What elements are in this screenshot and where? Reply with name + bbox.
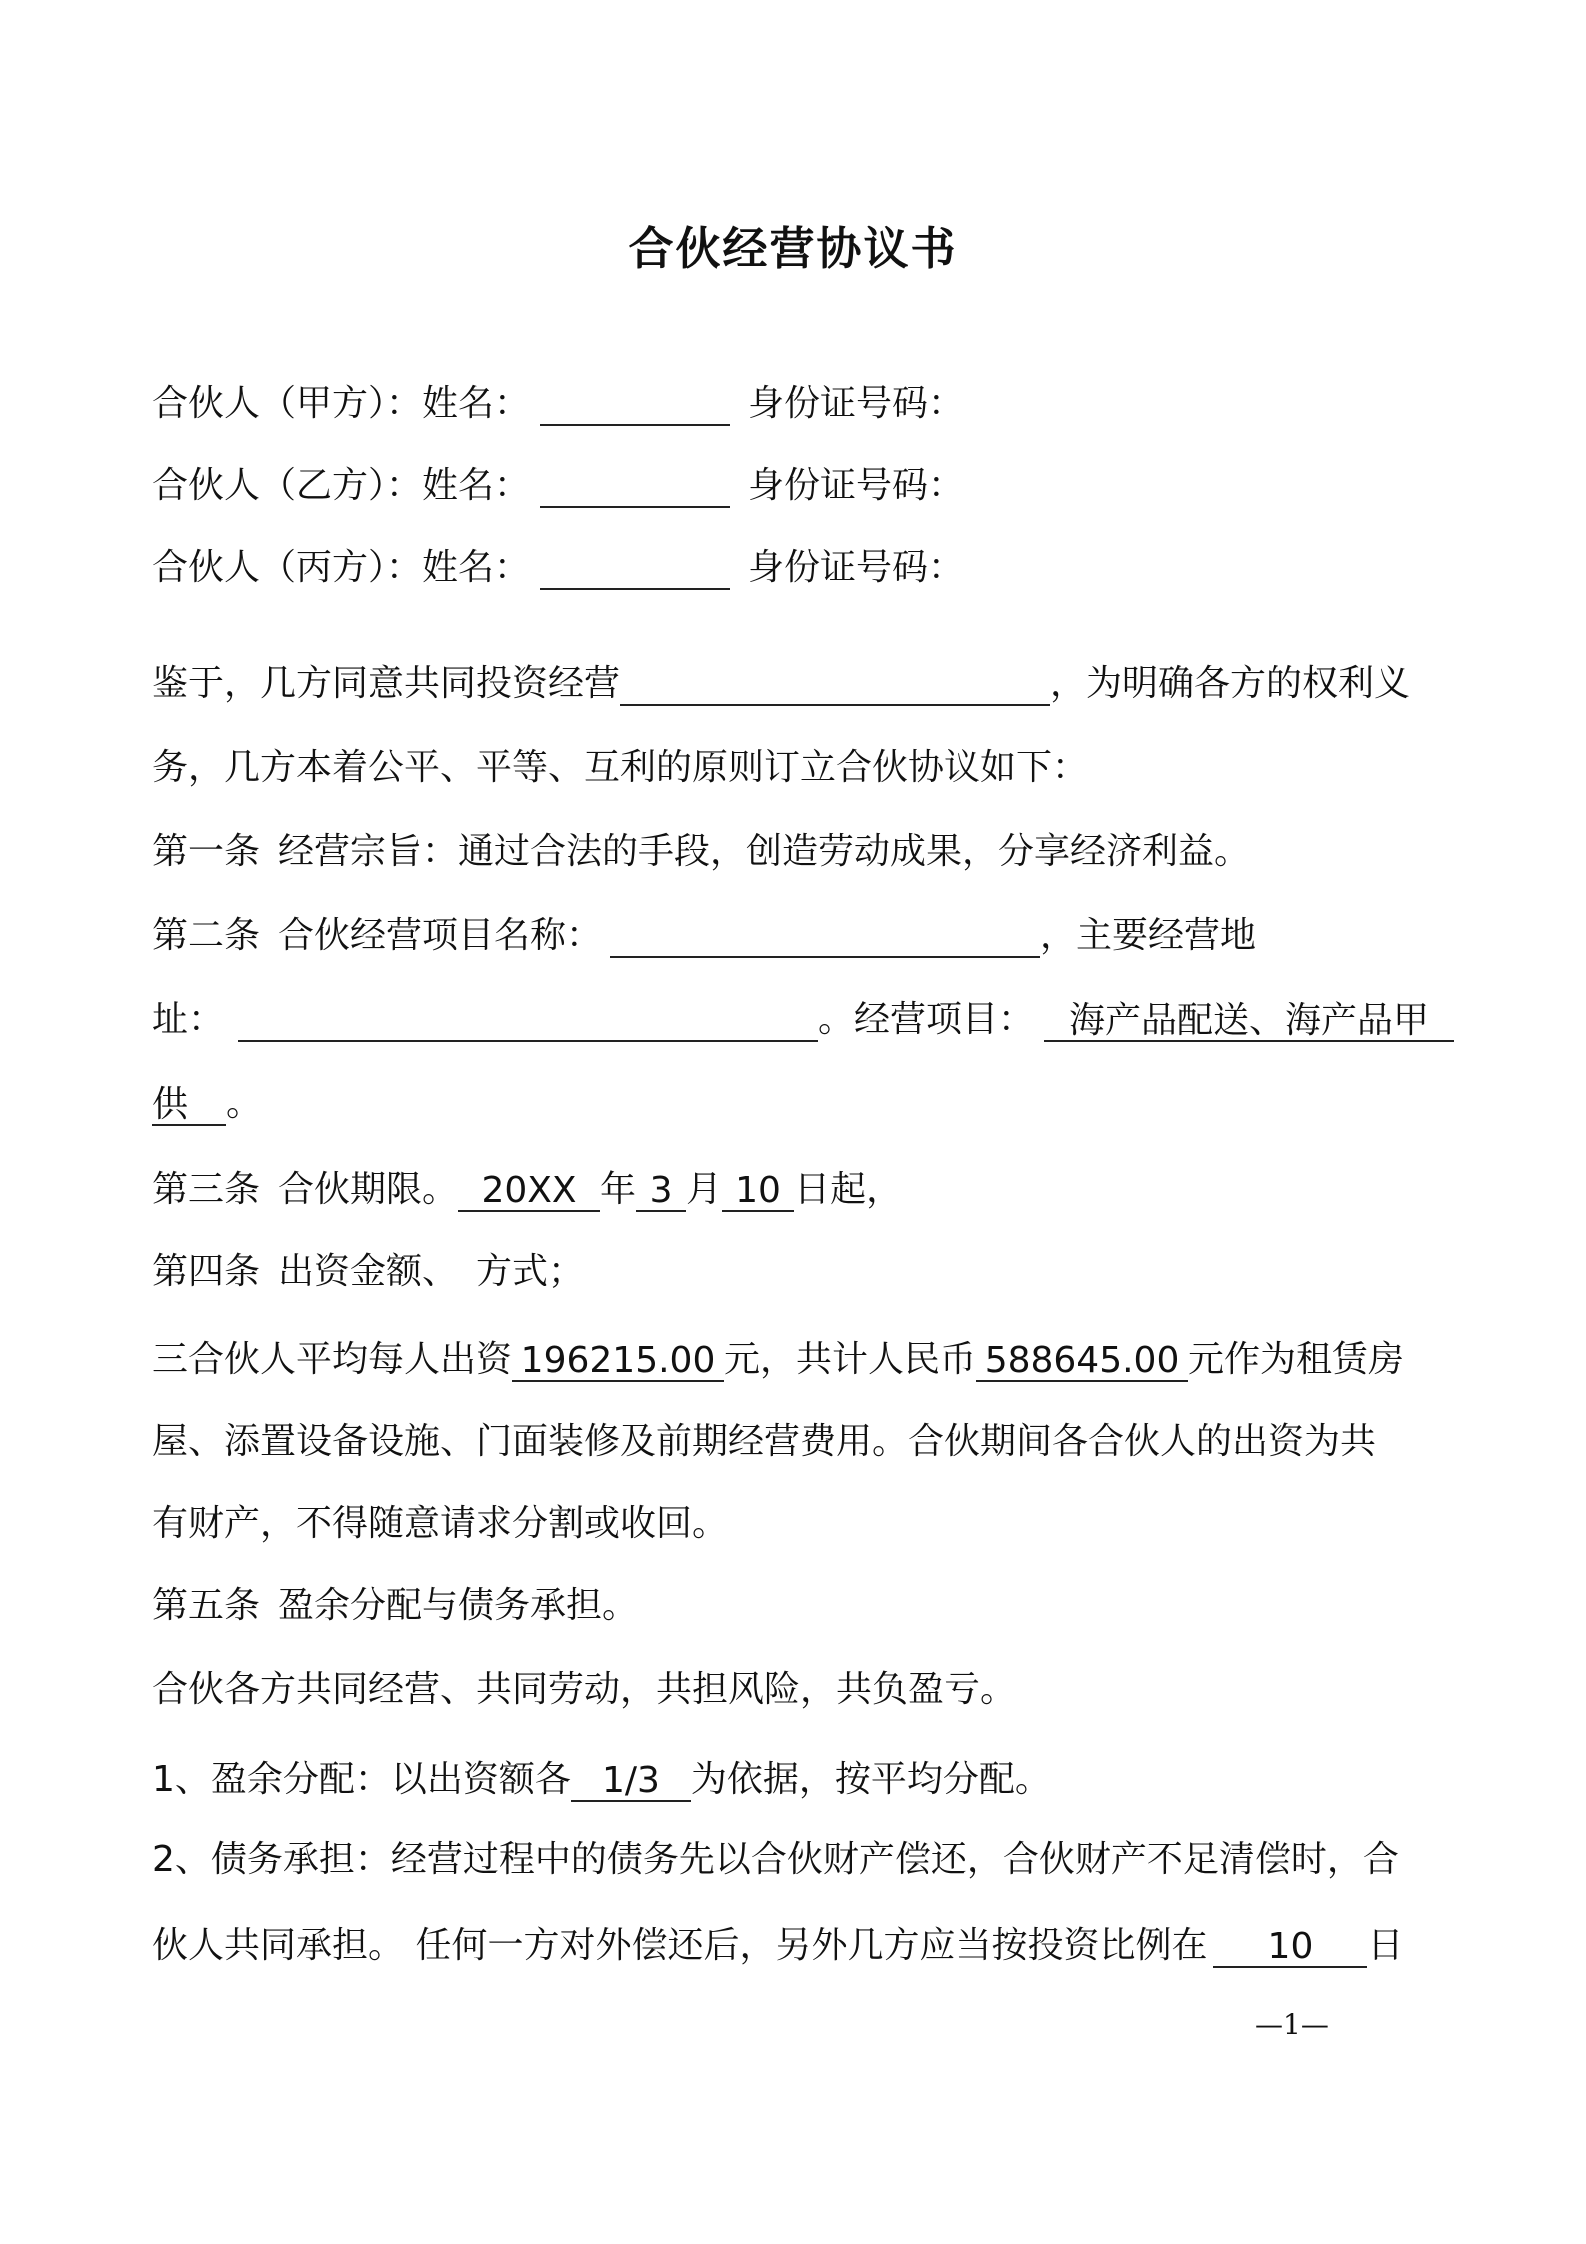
- preamble-line-2: 务，几方本着公平、平等、互利的原则订立合伙协议如下：: [152, 747, 1089, 788]
- party-a-name-blank[interactable]: [540, 384, 730, 426]
- article-5-heading: 第五条: [152, 1585, 261, 1626]
- article-2-line-1: [152, 914, 1256, 958]
- debt-text-a: 伙人共同承担。 任何一方对外偿还后，另外几方应当按投资比例在: [152, 1925, 1208, 1966]
- party-a-line: [152, 382, 964, 426]
- address-blank[interactable]: [238, 1000, 818, 1042]
- preamble-text-1: 鉴于，几方同意共同投资经营: [152, 663, 621, 704]
- repay-days-field[interactable]: 10: [1213, 1926, 1367, 1968]
- article-5-item-1: [152, 1758, 1051, 1802]
- contribution-text-a: 三合伙人平均每人出资: [152, 1339, 513, 1380]
- party-c-id-label: 身份证号码：: [748, 547, 965, 588]
- article-1-text: 经营宗旨：通过合法的手段，创造劳动成果，分享经济利益。: [278, 831, 1251, 872]
- preamble-line-1: [152, 662, 1410, 706]
- article-4-para-line-1: [152, 1338, 1404, 1382]
- party-b-line: [152, 464, 964, 508]
- party-c-label: 合伙人（丙方）：姓名：: [152, 547, 531, 588]
- article-5-text: 盈余分配与债务承担。: [278, 1585, 639, 1626]
- surplus-text-a: 1、盈余分配：以出资额各: [152, 1759, 571, 1800]
- article-2-line-3: [152, 1082, 262, 1126]
- article-1-heading: 第一条: [152, 831, 261, 872]
- article-4: [152, 1250, 584, 1294]
- start-day-field[interactable]: 10: [722, 1170, 794, 1212]
- year-unit: 年: [600, 1169, 637, 1210]
- article-2-text-4: 。经营项目：: [818, 999, 1035, 1040]
- article-2-line-2: [152, 998, 1454, 1042]
- party-b-name-blank[interactable]: [540, 466, 730, 508]
- party-b-id-label: 身份证号码：: [748, 465, 965, 506]
- project-scope-blank[interactable]: 海产品配送、海产品甲: [1044, 1000, 1454, 1042]
- article-2-heading: 第二条: [152, 915, 261, 956]
- contribution-each-field[interactable]: 196215.00: [512, 1340, 724, 1382]
- article-3-text: 合伙期限。: [278, 1169, 459, 1210]
- document-title: 合伙经营协议书: [628, 222, 958, 275]
- article-4-text-2: 方式；: [476, 1251, 585, 1292]
- article-2-text-3: 址：: [152, 999, 225, 1040]
- day-unit: 日起，: [794, 1169, 903, 1210]
- page-number: —1—: [1255, 2008, 1329, 2041]
- article-5-para-1: 合伙各方共同经营、共同劳动，共担风险，共负盈亏。: [152, 1669, 1017, 1710]
- party-b-label: 合伙人（乙方）：姓名：: [152, 465, 531, 506]
- party-c-name-blank[interactable]: [540, 548, 730, 590]
- article-1: [152, 830, 1250, 874]
- article-3-heading: 第三条: [152, 1169, 261, 1210]
- article-4-heading: 第四条: [152, 1251, 261, 1292]
- party-c-line: [152, 546, 964, 590]
- article-2-text-2: ，主要经营地: [1040, 915, 1257, 956]
- article-2-text-1: 合伙经营项目名称：: [278, 915, 603, 956]
- surplus-text-b: 为依据，按平均分配。: [690, 1759, 1051, 1800]
- article-5: [152, 1584, 638, 1628]
- contribution-text-c: 元作为租赁房: [1188, 1339, 1405, 1380]
- preamble-text-2: ，为明确各方的权利义: [1050, 663, 1411, 704]
- month-unit: 月: [686, 1169, 723, 1210]
- party-a-label: 合伙人（甲方）：姓名：: [152, 383, 531, 424]
- project-scope-continued[interactable]: 供: [152, 1084, 226, 1126]
- contribution-total-field[interactable]: 588645.00: [976, 1340, 1188, 1382]
- start-month-field[interactable]: 3: [636, 1170, 686, 1212]
- debt-text-b: 日: [1367, 1925, 1404, 1966]
- article-4-para-line-2: 屋、添置设备设施、门面装修及前期经营费用。合伙期间各合伙人的出资为共: [152, 1421, 1377, 1462]
- project-name-blank[interactable]: [610, 916, 1040, 958]
- article-4-para-line-3: 有财产，不得随意请求分割或收回。: [152, 1503, 729, 1544]
- party-a-id-label: 身份证号码：: [748, 383, 965, 424]
- article-5-item-2-line-1: 2、债务承担：经营过程中的债务先以合伙财产偿还，合伙财产不足清偿时，合: [152, 1839, 1399, 1880]
- ratio-field[interactable]: 1/3: [571, 1760, 691, 1802]
- business-blank[interactable]: [620, 664, 1050, 706]
- article-3: [152, 1168, 902, 1212]
- article-2-end: 。: [226, 1083, 263, 1124]
- start-year-field[interactable]: 20XX: [458, 1170, 600, 1212]
- article-5-item-2-line-2: [152, 1924, 1403, 1968]
- contribution-text-b: 元，共计人民币: [724, 1339, 977, 1380]
- article-4-text: 出资金额、: [278, 1251, 459, 1292]
